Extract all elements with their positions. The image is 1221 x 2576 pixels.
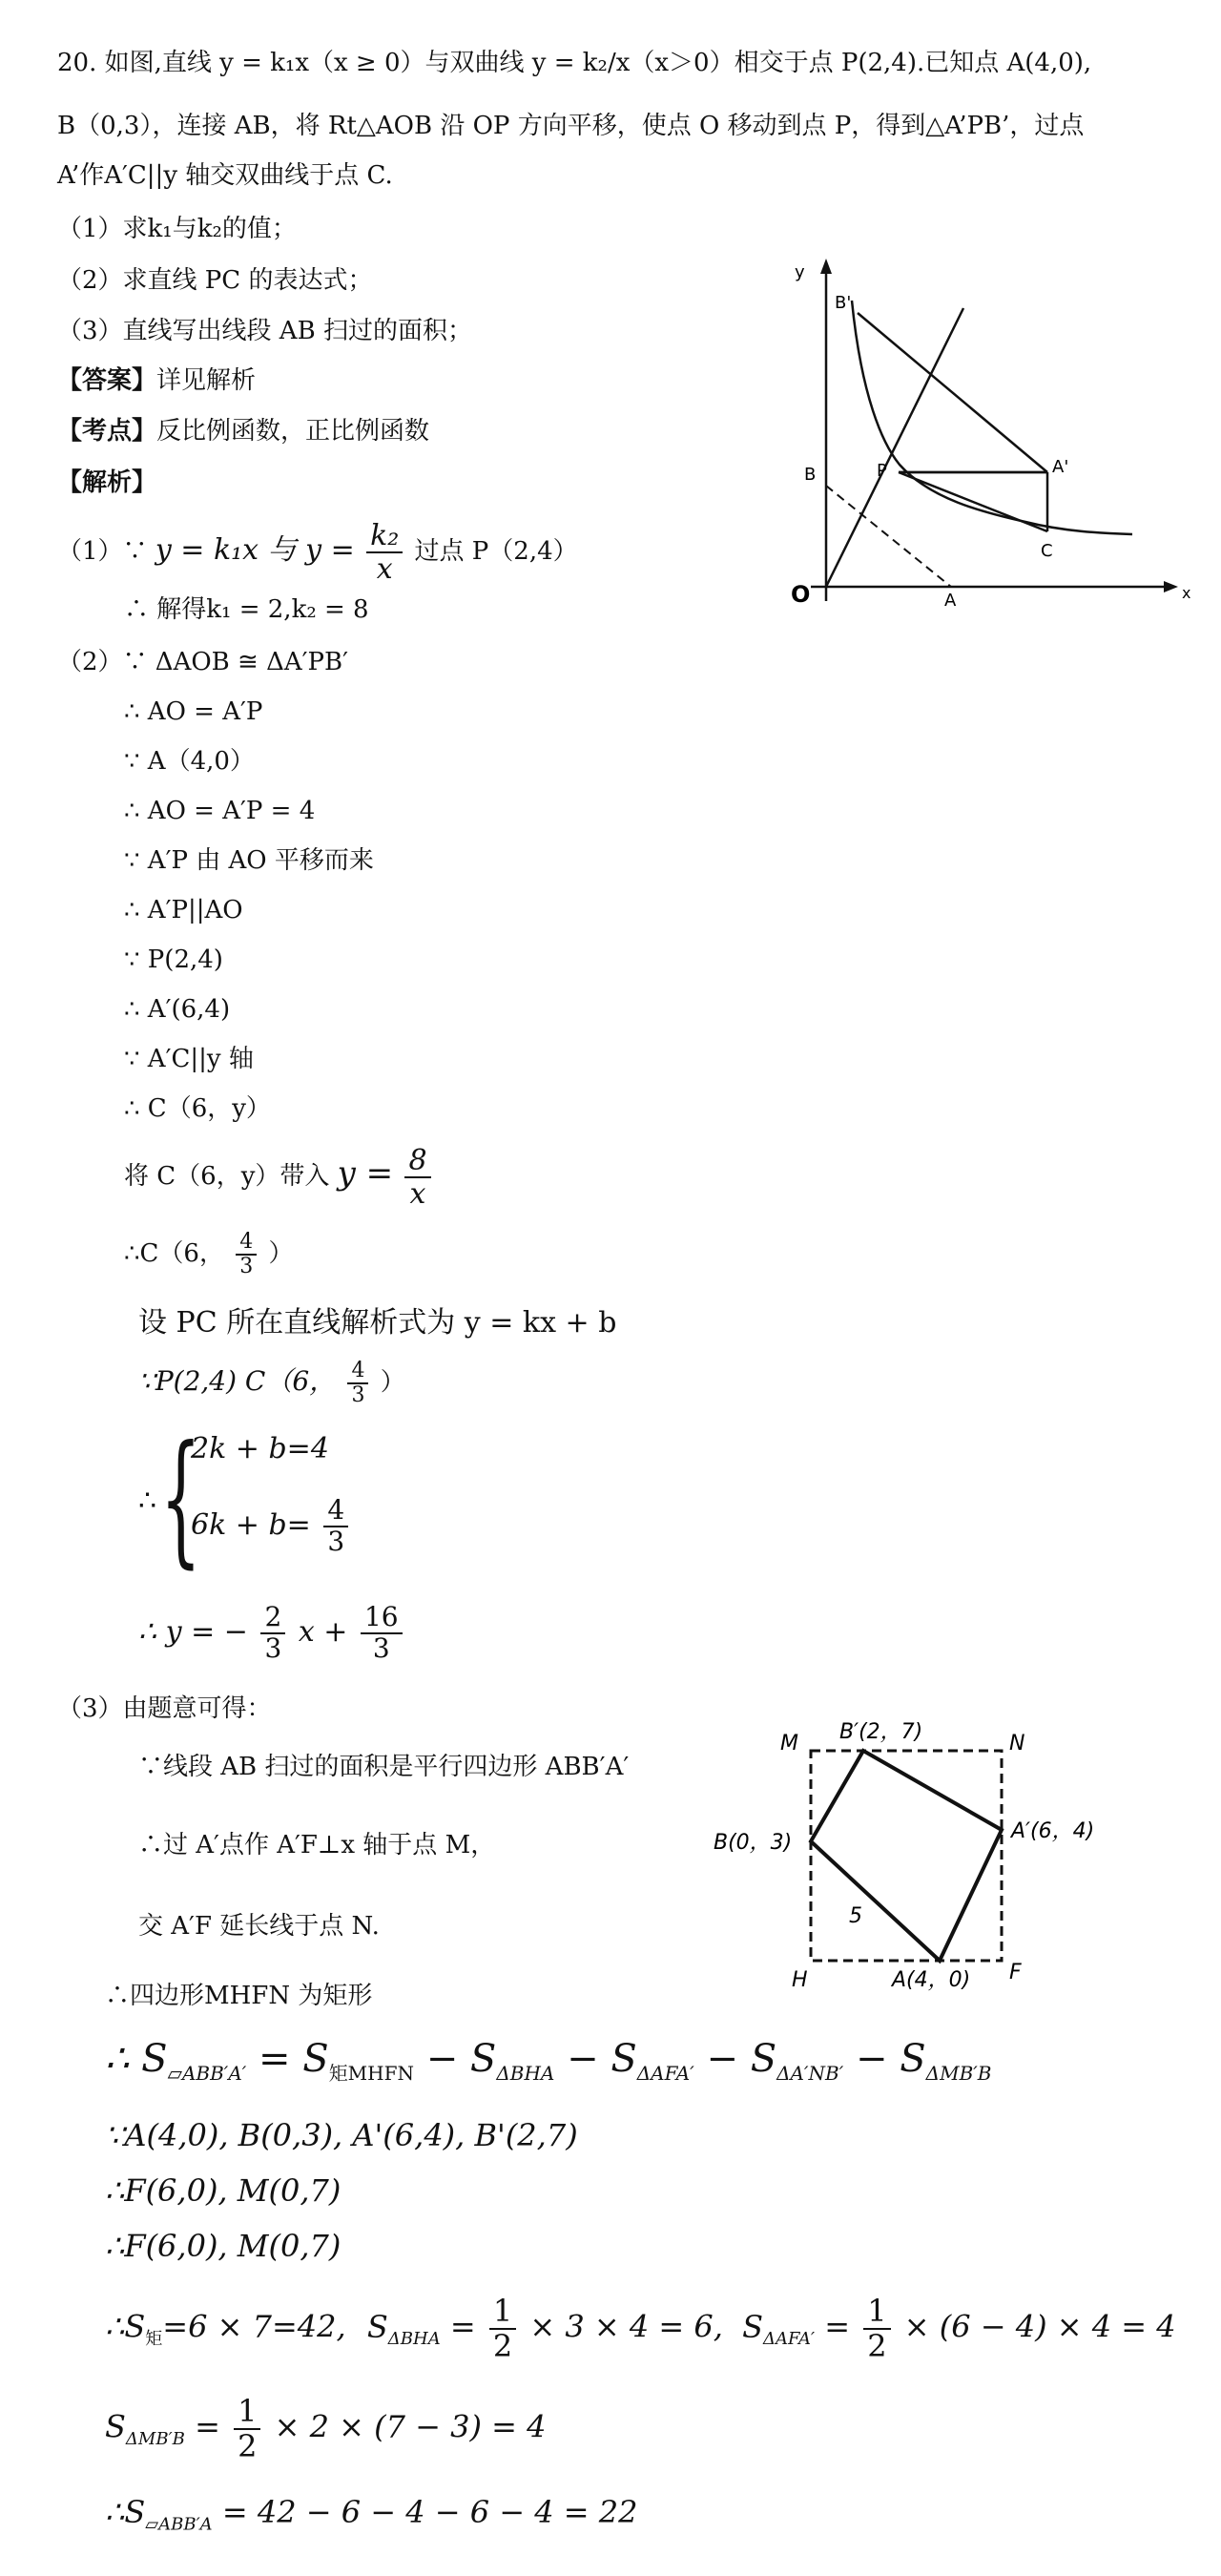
label-origin: O — [791, 581, 811, 606]
label-h: H — [792, 1968, 808, 1992]
part3-line-7: ∴F(6,0), M(0,7) — [105, 2172, 341, 2209]
part1-line-2: ∴ 解得k₁ = 2,k₂ = 8 — [124, 595, 369, 624]
system-eq-1: 2k + b=4 — [191, 1432, 329, 1465]
fraction-4-over-3: $\frac{4}{3}$ — [236, 1231, 257, 1278]
label-f: F — [1009, 1961, 1022, 1984]
label-a-prime: A' — [1052, 457, 1069, 477]
fraction-sys-4-over-3: $\frac{4}{3}$ — [323, 1496, 348, 1557]
fraction-half-c: $\frac{1}{2}$ — [234, 2395, 260, 2463]
part2-line-3: ∴ AO = A′P = 4 — [124, 797, 316, 825]
fraction-8-over-x: $\frac{8}{x}$ — [404, 1145, 430, 1210]
system-eq-2: 6k + b= $\frac{4}{3}$ — [191, 1496, 352, 1557]
fraction-4-over-3-b: $\frac{4}{3}$ — [347, 1360, 368, 1407]
pc-points-line: ∵P(2,4) C（6， $\frac{4}{3}$ ） — [138, 1359, 405, 1408]
segment-p-c — [899, 472, 1047, 531]
part2-line-9: ∴ C（6，y） — [124, 1094, 271, 1123]
subquestion-3: （3）直线写出线段 AB 扫过的面积； — [57, 317, 472, 345]
part1-line-1: （1）∵ y = k₁x 与 y = $\frac{\text{k₂}}{x}$ 过点 P（2,4） — [57, 519, 578, 586]
topic-text: 反比例函数，正比例函数 — [156, 417, 430, 446]
x-axis-arrow — [1164, 581, 1178, 592]
label-x-axis: x — [1182, 584, 1191, 602]
part2-line-4: ∵ A′P 由 AO 平移而来 — [124, 846, 374, 875]
part2-line-1: ∴ AO = A′P — [124, 697, 263, 726]
answer-line — [57, 367, 256, 396]
figure-2-parallelogram — [696, 1708, 1211, 1994]
part3-intro: （3）由题意可得： — [57, 1694, 272, 1723]
hyperbola-curve — [852, 301, 1132, 534]
part2-line-0: （2）∵ ΔAOB ≅ ΔA′PB′ — [57, 648, 349, 676]
part3-line-8: ∴F(6,0), M(0,7) — [105, 2228, 341, 2264]
system-therefore: ∴ — [138, 1485, 157, 1518]
part2-line-8: ∵ A′C||y 轴 — [124, 1045, 254, 1073]
label-m: M — [780, 1732, 798, 1755]
substitute-line: 将 C（6，y）带入 y = $\frac{8}{x}$ — [124, 1145, 435, 1210]
area-formula-line: ∴ $S_{▱ABB'A'} = S_{矩MHFN} - S_{\Delta BHA} - S_{\Delta AFA'} - S_{\Delta A'NB'} - S_{\Delta MB'B}$ — [105, 2037, 992, 2085]
part2-line-5: ∴ A′P||AO — [124, 896, 243, 924]
system-brace: { — [160, 1416, 201, 1582]
label-b: B — [804, 465, 817, 485]
label-c: C — [1041, 541, 1053, 561]
answer-text: 详见解析 — [156, 366, 257, 395]
point-c-line: ∴C（6， $\frac{4}{3}$ ） — [124, 1230, 294, 1279]
label-y-axis: y — [795, 262, 805, 282]
line-y-k1x — [826, 308, 963, 587]
analysis-tag: 【解析】 — [57, 468, 157, 497]
part3-line-2: ∴过 A′点作 A′F⊥x 轴于点 M， — [138, 1831, 496, 1859]
answer-tag: 【答案】 — [57, 366, 157, 395]
part2-line-6: ∵ P(2,4) — [124, 945, 223, 974]
label-b-prime: B' — [835, 293, 852, 313]
parallelogram-abb-prime-a-prime — [811, 1751, 1002, 1961]
label-a-prime-coords: A′(6，4) — [1011, 1819, 1095, 1843]
label-b-coords: B(0，3) — [714, 1831, 793, 1855]
fraction-2-over-3: $\frac{2}{3}$ — [260, 1603, 285, 1664]
fraction-half-a: $\frac{1}{2}$ — [489, 2295, 516, 2363]
pc-result-line: ∴ y = − $\frac{2}{3}$ x + $\frac{16}{3}$ — [138, 1603, 406, 1664]
set-pc-line: 设 PC 所在直线解析式为 y = kx + b — [138, 1306, 617, 1340]
part3-line-3: 交 A′F 延长线于点 N. — [138, 1912, 380, 1941]
segment-b-prime-a-prime — [858, 313, 1047, 472]
topic-tag: 【考点】 — [57, 417, 157, 446]
fraction-half-b: $\frac{1}{2}$ — [863, 2295, 890, 2363]
part3-line-4: ∴四边形MHFN 为矩形 — [105, 1982, 373, 2010]
final-area-line: $\therefore S_{▱ABB'A} = 42 - 6 - 4 - 6 - 4 = 22$ — [105, 2494, 638, 2535]
fraction-16-over-3: $\frac{16}{3}$ — [361, 1603, 403, 1664]
topic-line — [57, 418, 429, 447]
question-line-3: A’作A′C||y 轴交双曲线于点 C. — [57, 161, 393, 190]
subquestion-1: （1）求k₁与k₂的值； — [57, 215, 297, 243]
label-b-prime-coords: B′(2，7) — [839, 1720, 923, 1744]
figure-1-graph — [777, 243, 1197, 606]
y-axis-arrow — [820, 259, 832, 274]
fraction-k2-over-x: $\frac{\text{k₂}}{x}$ — [366, 520, 403, 585]
area-mbb-line: $S_{\Delta MB'B}$ = $\frac{1}{2}$ × 2 × (7 − 3) = 4 — [105, 2393, 547, 2465]
dashed-segment-ab — [826, 486, 951, 587]
part3-line-1: ∵线段 AB 扫过的面积是平行四边形 ABB′A′ — [138, 1753, 630, 1781]
label-p: P — [877, 461, 887, 481]
area-calc-line: $\therefore S_矩=6 \times 7=42$, $S_{\Delta BHA}$ = $\frac{1}{2}$ × 3 × 4 = 6, $S_{\Delta AFA'}$ = $\frac{1}{2}$ × (6 − 4) × 4 = 4 — [105, 2293, 1176, 2365]
part3-line-6: ∵A(4,0), B(0,3), A'(6,4), B'(2,7) — [105, 2117, 578, 2153]
part2-line-2: ∵ A（4,0） — [124, 747, 255, 776]
question-line-1: 20. 如图,直线 y = k₁x（x ≥ 0）与双曲线 y = k₂/x（x＞0）相交于点 P(2,4).已知点 A(4,0), — [57, 49, 1092, 77]
part2-line-7: ∴ A′(6,4) — [124, 995, 231, 1024]
label-five: 5 — [849, 1904, 862, 1928]
label-a: A — [944, 591, 957, 606]
subquestion-2: （2）求直线 PC 的表达式； — [57, 266, 373, 295]
label-a-coords: A(4，0) — [892, 1968, 971, 1992]
question-line-2: B（0,3），连接 AB，将 Rt△AOB 沿 OP 方向平移，使点 O 移动到点 P，得到△A’PB’，过点 — [57, 112, 1085, 140]
label-n: N — [1009, 1732, 1025, 1755]
